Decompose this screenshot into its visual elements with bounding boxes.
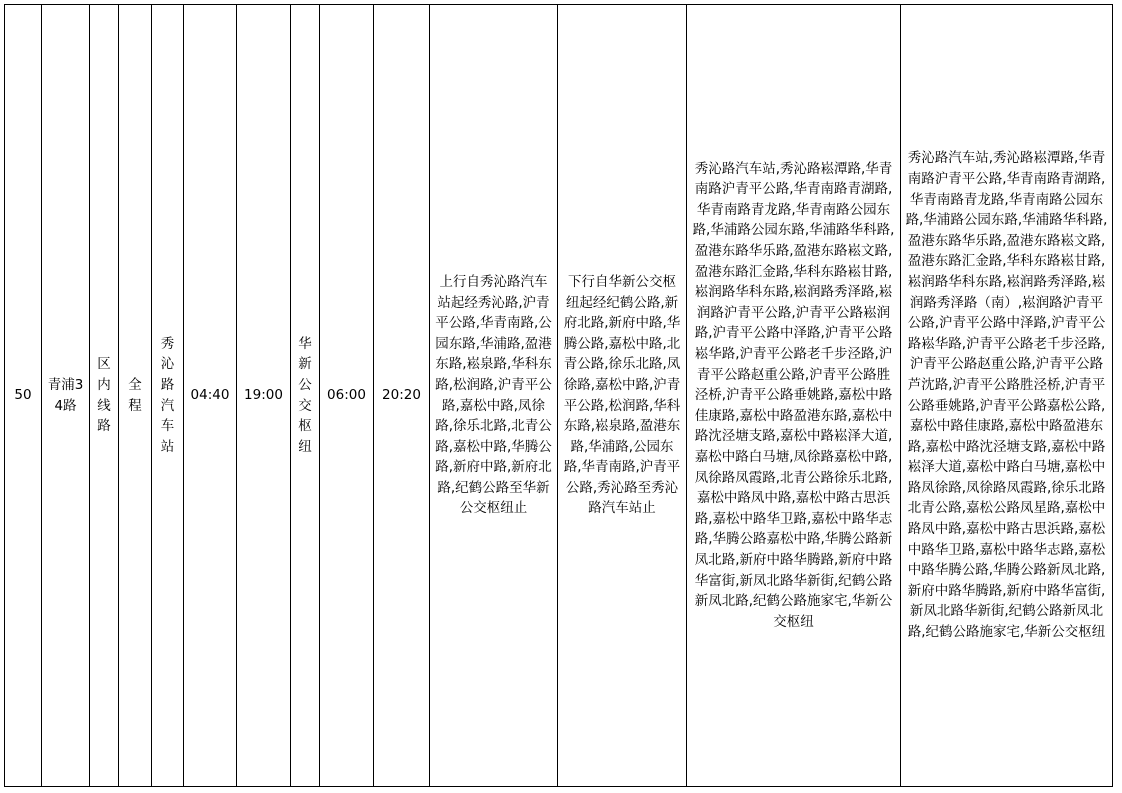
route-type-cell <box>90 5 119 787</box>
up-stops-list: 秀沁路汽车站,秀沁路崧潭路,华青南路沪青平公路,华青南路青湖路,华青南路青龙路,华青南路公园东路,华浦路公园东路,华浦路华科路,盈港东路华乐路,盈港东路崧文路,盈港东路汇金路,华科东路崧甘路,崧润路华科东路,崧润路秀泽路,崧润路沪青平公路,沪青平公路崧润路,沪青平公路中泽路,沪青平公路崧华路,沪青平公路老千步泾路,沪青平公路赵重公路,沪青平公路胜泾桥,沪青平公路垂姚路,嘉松中路佳康路,嘉松中路盈港东路,嘉松中路沈泾塘支路,嘉松中路崧泽大道,嘉松中路白马塘,凤徐路嘉松中路,凤徐路凤霞路,北青公路徐乐北路,嘉松中路凤中路,嘉松中路古思浜路,嘉松中路华卫路,嘉松中路华志路,华腾公路嘉松中路,华腾公路新凤北路,新府中路华腾路,新府中路华富街,新凤北路华新街,纪鹤公路新凤北路,纪鹤公路施家宅,华新公交枢纽 <box>692 160 895 630</box>
start-station: 秀沁路汽车站 <box>160 335 175 455</box>
fare-section-cell <box>119 5 152 787</box>
down-stops-cell <box>901 5 1113 787</box>
route-type: 区内线路 <box>97 356 111 435</box>
down-route-description: 下行自华新公交枢纽起经纪鹤公路,新府北路,新府中路,华腾公路,嘉松中路,北青公路,徐乐北路,凤徐路,嘉松中路,沪青平公路,松润路,华科东路,崧泉路,盈港东路,华浦路,公园东路,华青南路,沪青平公路,秀沁路至秀沁路汽车站止 <box>563 273 681 517</box>
end-last-bus: 20:20 <box>382 387 421 404</box>
seq-cell <box>5 5 42 787</box>
start-station-cell <box>152 5 184 787</box>
end-station: 华新公交枢纽 <box>298 335 312 455</box>
down-stops-list: 秀沁路汽车站,秀沁路崧潭路,华青南路沪青平公路,华青南路青湖路,华青南路青龙路,华青南路公园东路,华浦路公园东路,华浦路华科路,盈港东路华乐路,盈港东路崧文路,盈港东路汇金路,华科东路崧甘路,崧润路华科东路,崧润路秀泽路,崧润路秀泽路（南）,崧润路沪青平公路,沪青平公路中泽路,沪青平公路崧华路,沪青平公路老千步泾路,沪青平公路赵重公路,沪青平公路芦沈路,沪青平公路胜泾桥,沪青平公路垂姚路,沪青平公路嘉松公路,嘉松中路佳康路,嘉松中路盈港东路,嘉松中路沈泾塘支路,嘉松中路崧泽大道,嘉松中路白马塘,嘉松中路凤徐路,凤徐路凤霞路,徐乐北路北青公路,嘉松公路凤星路,嘉松中路凤中路,嘉松中路古思浜路,嘉松中路华卫路,嘉松中路华志路,嘉松中路华腾公路,华腾公路新凤北路,新府中路华腾路,新府中路华富街,新凤北路华新街,纪鹤公路新凤北路,纪鹤公路施家宅,华新公交枢纽 <box>905 150 1108 641</box>
end-first-bus: 06:00 <box>327 387 366 404</box>
route-name: 青浦34路 <box>47 376 84 414</box>
up-route-cell <box>430 5 558 787</box>
end-station-cell <box>291 5 320 787</box>
route-table <box>4 4 1113 787</box>
up-route-description: 上行自秀沁路汽车站起经秀沁路,沪青平公路,华青南路,公园东路,华浦路,盈港东路,崧泉路,华科东路,松润路,沪青平公路,嘉松中路,凤徐路,徐乐北路,北青公路,嘉松中路,华腾公路,新府中路,新府北路,纪鹤公路至华新公交枢纽止 <box>435 273 552 517</box>
start-first-bus-cell <box>184 5 237 787</box>
fare-section: 全程 <box>128 376 142 414</box>
start-last-bus: 19:00 <box>244 387 283 404</box>
end-last-bus-cell <box>374 5 430 787</box>
down-route-cell <box>558 5 687 787</box>
end-first-bus-cell <box>320 5 374 787</box>
start-last-bus-cell <box>237 5 291 787</box>
up-stops-cell <box>687 5 901 787</box>
seq-number: 50 <box>14 387 32 404</box>
start-first-bus: 04:40 <box>190 387 230 404</box>
table-row <box>5 5 1113 787</box>
route-name-cell <box>42 5 90 787</box>
